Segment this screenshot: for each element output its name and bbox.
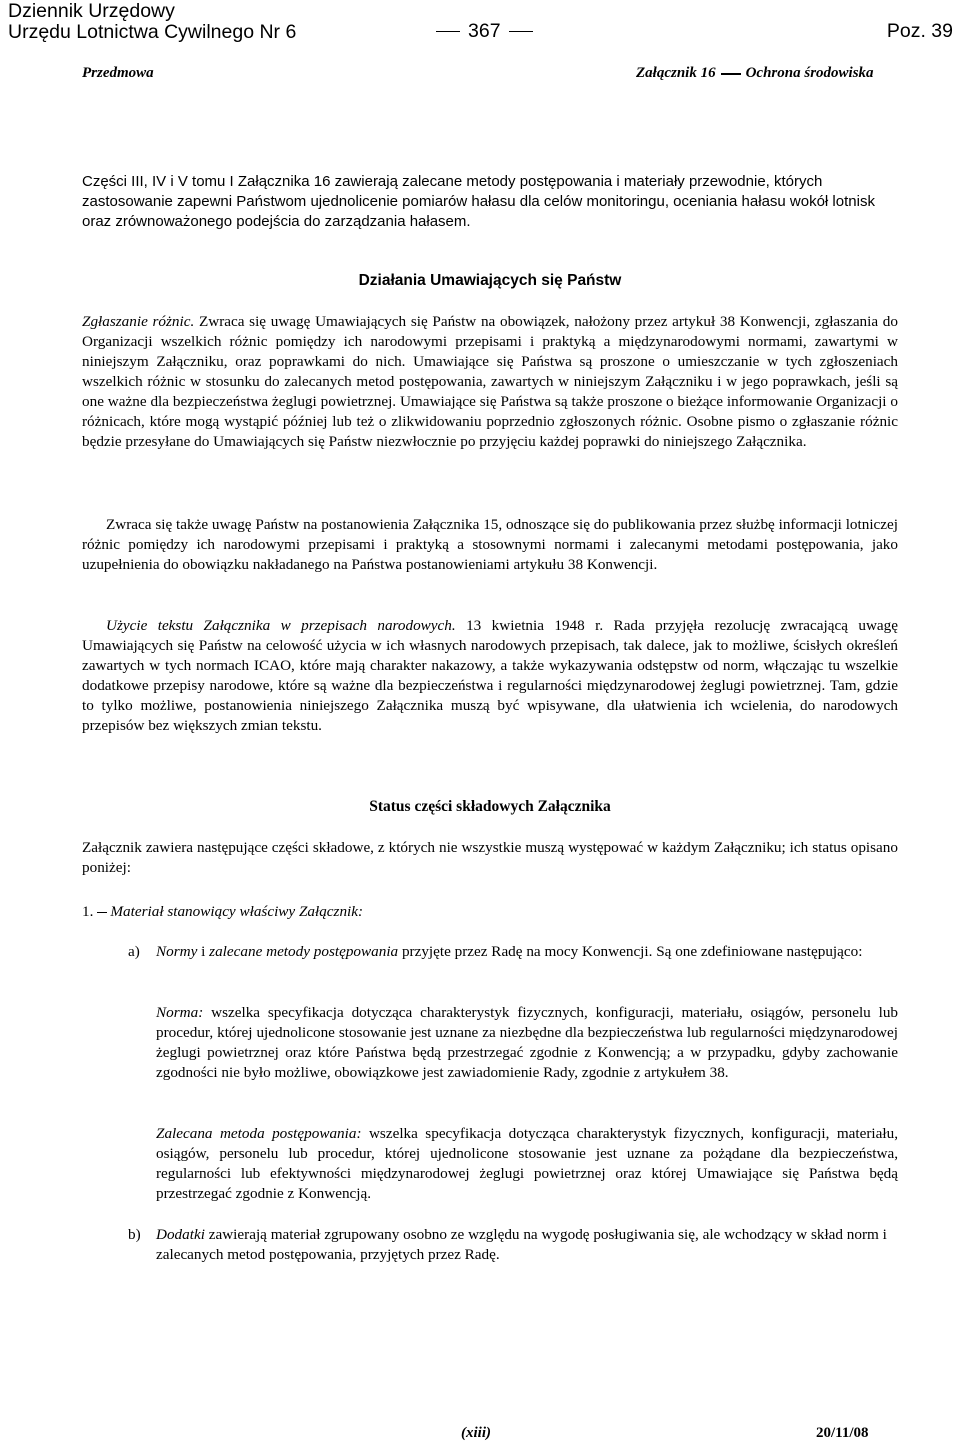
journal-title-line2: Urzędu Lotnictwa Cywilnego Nr 6 [8,21,297,43]
paragraph-national-use [82,616,898,736]
paragraph-national-use-text: 13 kwietnia 1948 r. Rada przyjęła rezolucję zwracającą uwagę Umawiających się Państw na celowość użycia w ich własnych narodowych przepisach, tak dalece, jak to możliwe, ścisłych określeń zawartych w tych normach ICAO, które mają charakter nakazowy, a także wykazywania odstępstw od norm, włączając tu wszelkie dodatkowe przepisy narodowe, które są ważne dla bezpieczeństwa i regularności międzynarodowej żeglugi powietrznej. Tam, gdzie to tylko możliwe, postanowienia niniejszego Załącznika muszą być wpisywane, dla ułatwienia ich wcielenia, do narodowych przepisów bez większych zmian tekstu. [82,617,898,734]
running-head-left: Przedmowa [82,65,154,81]
definition-recommended-text: wszelka specyfikacja dotycząca charakterystyk fizycznych, konfiguracji, materiału, osiągów, personelu lub procedur, której ujednolicone stosowanie jest uznane za pożądane dla bezpieczeństwa, regularności lub efektywności międzynarodowej żeglugi powietrznej oraz której Umawiające się Państwa będą przestrzegać zgodnie z Konwencją. [156,1125,899,1202]
list-item-1-number: 1. [82,903,94,920]
list-item-b [156,1225,898,1265]
status-intro: Załącznik zawiera następujące części składowe, z których nie wszystkie muszą występować w każdym Załączniku; ich status opisano poniżej: [82,839,898,876]
list-item-a-norms: Normy [156,943,198,960]
definition-recommended-label: Zalecana metoda postępowania: [156,1125,362,1142]
footer-page-roman: (xiii) [461,1425,491,1441]
list-item-1 [82,902,363,922]
definition-norm-text: wszelka specyfikacja dotycząca charakterystyk fizycznych, konfiguracji, materiału, osiągów, personelu lub procedur, której ujednolicone stosowanie jest uznane za niezbędne dla bezpieczeństwa lub regularności międzynarodowej żeglugi powietrznej oraz które Państwa będą przestrzegać zgodnie z Konwencją; a w przypadku, gdyby zachowanie zgodności nie było możliwe, obowiązkowe jest zawiadomienie Rady, zgodnie z artykułem 38. [156,1004,899,1081]
running-head-right [636,65,874,82]
definition-norm-label: Norma: [156,1004,204,1021]
running-head-topic: Ochrona środowiska [745,65,874,81]
list-marker-b: b) [128,1226,141,1243]
paragraph-annex15: Zwraca się także uwagę Państw na postanowienia Załącznika 15, odnoszące się do publikowania przez służbę informacji lotniczej różnic pomiędzy ich narodowymi przepisami i praktyką a stosownymi normami i zalecanymi metodami postępowania, jako uzupełnienia do obowiązku nakładanego na Państwa postanowieniami artykułu 38 Konwencji. [82,516,898,573]
list-item-1-label: Materiał stanowiący właściwy Załącznik: [110,903,364,920]
page-number-rule-right [509,31,533,32]
definition-norm [156,1003,898,1083]
page-number-block [436,21,533,42]
list-item-a-recommended: zalecane metody postępowania [209,943,399,960]
list-item-b-label: Dodatki [156,1226,205,1243]
section-heading-status: Status części składowych Załącznika [369,798,611,815]
page-number-rule-left [436,31,460,32]
footer-date: 20/11/08 [816,1425,869,1441]
list-item-b-text: zawierają materiał zgrupowany osobno ze względu na wygodę posługiwania się, ale wchodzący w skład norm i zalecanych metod postępowania, przyjętych przez Radę. [156,1226,887,1263]
list-item-a-and: i [201,943,206,960]
paragraph-differences [82,312,898,452]
running-head-dash [721,73,741,75]
journal-title [8,1,296,43]
journal-title-line1: Dziennik Urzędowy [8,0,175,22]
list-item-a [156,942,898,962]
list-marker-a: a) [128,943,140,960]
section-heading-actions: Działania Umawiających się Państw [358,272,622,289]
definition-recommended [156,1124,898,1204]
paragraph-differences-label: Zgłaszanie różnic. [82,313,195,330]
list-item-a-text: przyjęte przez Radę na mocy Konwencji. Są one zdefiniowane następująco: [401,943,863,960]
running-head-annex: Załącznik 16 [636,65,716,81]
page-number: 367 [468,20,501,42]
paragraph-national-use-label: Użycie tekstu Załącznika w przepisach narodowych. [106,617,456,634]
paragraph-differences-text: Zwraca się uwagę Umawiających się Państw na obowiązek, nałożony przez artykuł 38 Konwencji, zgłaszania do Organizacji wszelkich różnic pomiędzy ich narodowymi przepisami i praktyką a międzynarodowymi normami, zawartymi w niniejszym Załączniku, oraz poprawkami do nich. Umawiające się Państwa są proszone o umieszczanie w tych zgłoszeniach wszelkich różnic w stosunku do zalecanych metod postępowania, zawartych w niniejszym Załączniku i w jego poprawkach, jeśli są one ważne dla bezpieczeństwa żeglugi powietrznej. Umawiające się Państwa są także proszone o bieżące informowanie Organizacji o różnicach, które mogą wystąpić później lub też o zlikwidowaniu poprzednio zgłoszonych różnic. Osobne pismo o zgłaszanie różnic będzie przesyłane do Umawiających się Państw niezwłocznie po przyjęciu każdej poprawki do niniejszego Załącznika. [82,313,898,450]
list-item-1-dash [97,912,107,913]
position-number: Poz. 39 [886,20,953,42]
intro-paragraph: Części III, IV i V tomu I Załącznika 16 zawierają zalecane metody postępowania i materiały przewodnie, których zastosowanie zapewni Państwom ujednolicenie pomiarów hałasu dla celów monitoringu, oceniania hałasu wokół lotnisk oraz zrównoważonego podejścia do zarządzania hałasem. [82,173,875,230]
